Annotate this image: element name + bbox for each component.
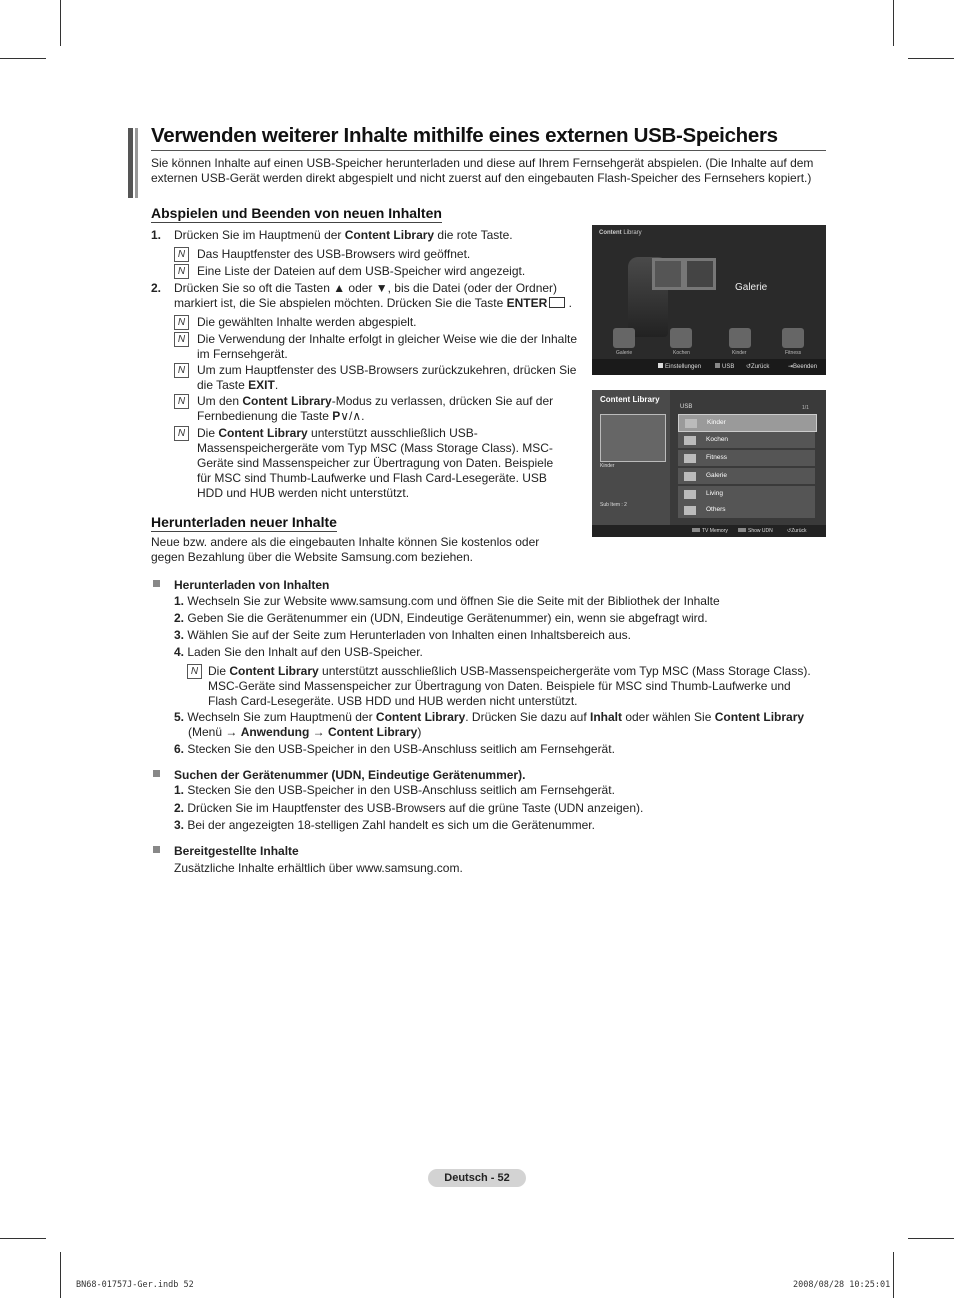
screen-title: Content Library	[600, 395, 660, 404]
note-icon: N	[174, 363, 189, 378]
folder-icon	[684, 454, 696, 463]
return-icon: ↺	[787, 528, 792, 534]
folder-row[interactable]: Kinder	[678, 414, 817, 432]
section-heading-play: Abspielen und Beenden von neuen Inhalten	[151, 205, 442, 221]
show-udn-button[interactable]: Show UDN	[738, 528, 773, 534]
note-icon: N	[174, 315, 189, 330]
block-step: 1. Wechseln Sie zur Website www.samsung.com und öffnen Sie die Seite mit der Bibliothek der Inhalte	[174, 594, 720, 608]
block-heading: Suchen der Gerätenummer (UDN, Eindeutige Gerätenummer).	[174, 768, 526, 782]
block-step: 3. Wählen Sie auf der Seite zum Herunterladen von Inhalten einen Inhaltsbereich aus.	[174, 628, 631, 642]
folder-icon	[685, 419, 697, 428]
bullet-square	[153, 580, 160, 587]
note: Um zum Hauptfenster des USB-Browsers zurückzukehren, drücken Sie die Taste EXIT.	[197, 363, 577, 392]
back-button[interactable]: ↺Zurück	[787, 528, 807, 534]
settings-button[interactable]: Einstellungen	[658, 363, 701, 370]
note: Die Verwendung der Inhalte erfolgt in gleicher Weise wie die der Inhalte im Fernsehgerät.	[197, 332, 578, 361]
picture-frame	[652, 258, 684, 290]
step-number: 1.	[151, 228, 162, 242]
folder-row[interactable]: Kochen	[678, 432, 815, 448]
enter-icon	[549, 297, 565, 308]
block-step: 2. Geben Sie die Gerätenummer ein (UDN, Eindeutige Gerätenummer) ein, wenn sie abgefragt wird.	[174, 611, 708, 625]
block-step: 4. Laden Sie den Inhalt auf den USB-Speicher.	[174, 645, 423, 659]
usb-label: USB	[680, 404, 693, 410]
note-icon: N	[174, 332, 189, 347]
sub-item-count: Sub Item : 2	[600, 502, 627, 508]
tv-memory-button[interactable]: TV Memory	[692, 528, 728, 534]
step-2: 2. Drücken Sie so oft die Tasten ▲ oder ▼, bis die Datei (oder der Ordner) markiert ist, die Sie abspielen möchten. Drücken Sie die Taste ENTER .	[151, 281, 572, 310]
note-icon: N	[187, 664, 202, 679]
channel-arrows-icon: ∨/∧	[340, 409, 362, 423]
block-step-continued: (Menü → Anwendung → Content Library)	[188, 725, 422, 739]
folder-icon	[684, 506, 696, 515]
block-step: 6. Stecken Sie den USB-Speicher in den USB-Anschluss seitlich am Fernsehgerät.	[174, 742, 615, 756]
file-slug: BN68-01757J-Ger.indb 52	[76, 1280, 194, 1290]
back-button[interactable]: ↺Zurück	[746, 364, 770, 370]
title-accent-bar	[128, 128, 133, 198]
selected-category-label: Galerie	[735, 282, 768, 293]
block-step: 5. Wechseln Sie zum Hauptmenü der Content Library. Drücken Sie dazu auf Inhalt oder wählen Sie Content Library	[174, 710, 805, 724]
note-icon: N	[174, 426, 189, 441]
crop-mark	[0, 1238, 46, 1239]
step-number: 2.	[151, 281, 162, 295]
section-heading-download: Herunterladen neuer Inhalte	[151, 514, 337, 530]
category-label: Galerie	[616, 350, 633, 356]
note: Eine Liste der Dateien auf dem USB-Speicher wird angezeigt.	[197, 264, 526, 278]
picture-frame	[684, 258, 716, 290]
download-intro: Neue bzw. andere als die eingebauten Inhalte können Sie kostenlos oder gegen Bezahlung über die Website Samsung.com beziehen.	[151, 535, 540, 564]
block-heading: Bereitgestellte Inhalte	[174, 844, 299, 858]
folder-row[interactable]: Galerie	[678, 468, 815, 484]
usb-browser-screen	[592, 390, 826, 537]
folder-row[interactable]: Others	[678, 502, 815, 518]
gallery-icon[interactable]	[613, 328, 635, 348]
folder-icon	[684, 436, 696, 445]
crop-mark	[908, 58, 954, 59]
cooking-icon[interactable]	[670, 328, 692, 348]
block-text: Zusätzliche Inhalte erhältlich über www.samsung.com.	[174, 861, 463, 875]
crop-mark	[893, 0, 894, 46]
kids-icon[interactable]	[729, 328, 751, 348]
intro-text: Sie können Inhalte auf einen USB-Speicher herunterladen und diese auf Ihrem Fernsehgerät abspielen. (Die Inhalte auf dem externen USB-Gerät werden direkt abgespielt und nicht zuerst auf den eingebauten Flash-Speicher des Fernsehers kopiert.)	[151, 156, 814, 185]
block-step: 3. Bei der angezeigten 18-stelligen Zahl handelt es sich um die Gerätenummer.	[174, 818, 595, 832]
content-library-main-screen	[592, 225, 826, 375]
step-1: 1. Drücken Sie im Hauptmenü der Content Library die rote Taste.	[151, 228, 513, 242]
title-rule	[151, 150, 826, 151]
kids-thumbnail	[600, 414, 666, 462]
crop-mark	[893, 1252, 894, 1298]
note: Um den Content Library-Modus zu verlassen, drücken Sie auf der Fernbedienung die Taste P∨/∧.	[197, 394, 554, 423]
note-icon: N	[174, 394, 189, 409]
block-step: 2. Drücken Sie im Hauptfenster des USB-Browsers auf die grüne Taste (UDN anzeigen).	[174, 801, 644, 815]
date-slug: 2008/08/28 10:25:01	[793, 1280, 891, 1290]
crop-mark	[908, 1238, 954, 1239]
return-icon: ↺	[746, 364, 752, 370]
thumbnail-label: Kinder	[600, 463, 615, 469]
exit-button[interactable]: ⇥Beenden	[788, 364, 818, 370]
category-label: Fitness	[785, 350, 802, 356]
bullet-square	[153, 846, 160, 853]
note-icon: N	[174, 264, 189, 279]
crop-mark	[0, 58, 46, 59]
note: Das Hauptfenster des USB-Browsers wird geöffnet.	[197, 247, 471, 261]
fitness-icon[interactable]	[782, 328, 804, 348]
note-icon: N	[174, 247, 189, 262]
block-step: 1. Stecken Sie den USB-Speicher in den USB-Anschluss seitlich am Fernsehgerät.	[174, 783, 615, 797]
usb-button[interactable]: USB	[715, 363, 734, 370]
category-label: Kinder	[732, 350, 747, 356]
note: Die Content Library unterstützt ausschließlich USB-Massenspeichergeräte vom Typ MSC (Mass Storage Class). MSC-Geräte sind Massenspeicher zur Übertragung von Daten. Beispiele für MSC sind Thumb-Laufwerke und Flash Card-Lesegeräte. USB HDD und HUB werden nicht unterstützt.	[197, 426, 554, 500]
page-title: Verwenden weiterer Inhalte mithilfe eines externen USB-Speichers	[151, 124, 778, 147]
page-number: Deutsch - 52	[428, 1169, 526, 1187]
folder-row[interactable]: Fitness	[678, 450, 815, 466]
bullet-square	[153, 770, 160, 777]
title-accent-bar	[135, 128, 138, 198]
crop-mark	[60, 1252, 61, 1298]
note: Die Content Library unterstützt ausschließlich USB-Massenspeichergeräte vom Typ MSC (Mass Storage Class). MSC-Geräte sind Massenspeicher zur Übertragung von Daten. Beispiele für MSC sind Thumb-Laufwerke und Flash Card-Lesegeräte. USB HDD und HUB werden nicht unterstützt.	[208, 664, 811, 708]
crop-mark	[60, 0, 61, 46]
note: Die gewählten Inhalte werden abgespielt.	[197, 315, 417, 329]
block-heading: Herunterladen von Inhalten	[174, 578, 330, 592]
exit-icon: ⇥	[788, 364, 794, 370]
folder-icon	[684, 490, 696, 499]
folder-icon	[684, 472, 696, 481]
category-label: Kochen	[673, 350, 690, 356]
page-indicator: 1/1	[802, 405, 809, 411]
screen-title: Content Library	[599, 230, 642, 236]
folder-row[interactable]: Living	[678, 486, 815, 502]
